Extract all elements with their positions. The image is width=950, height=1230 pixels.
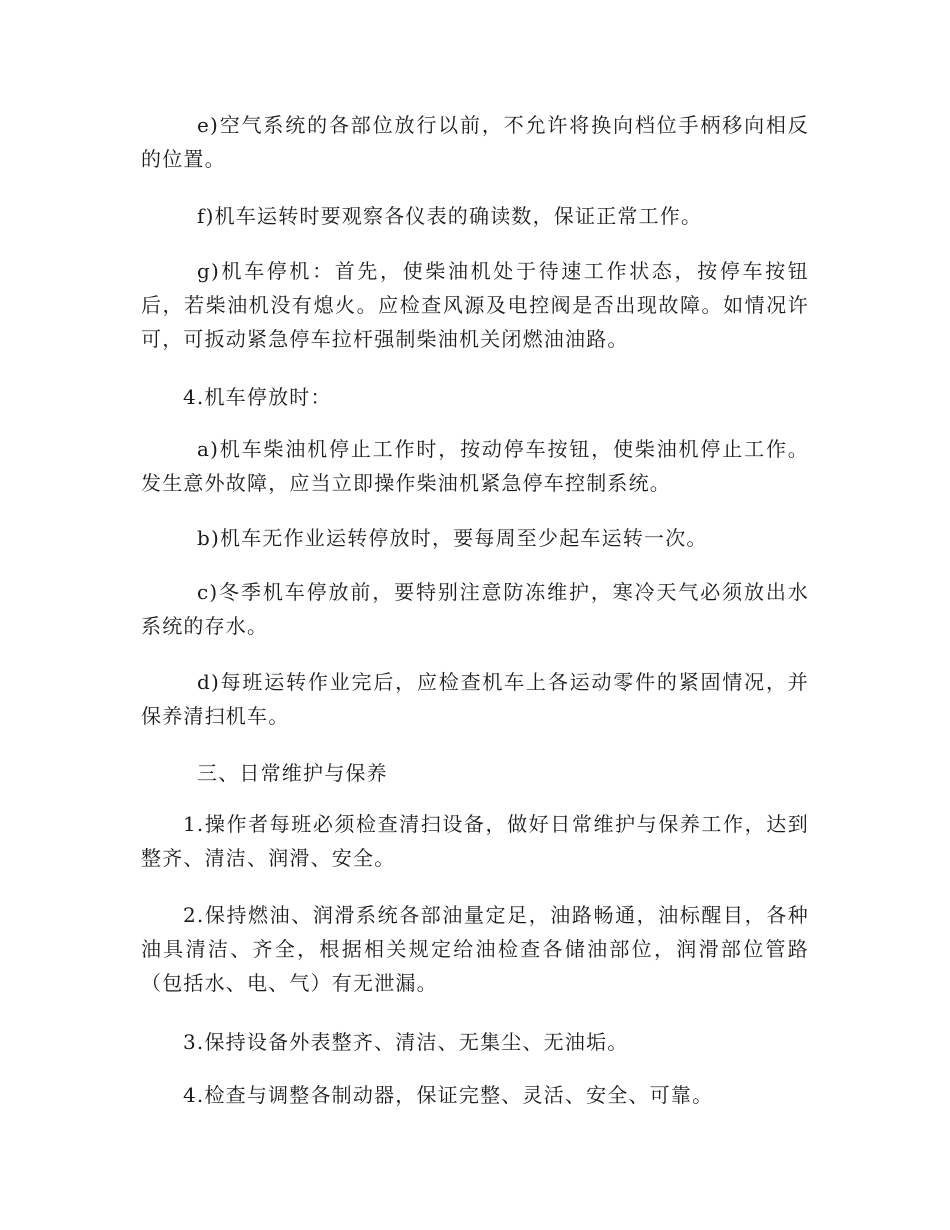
- paragraph-d: [141, 665, 809, 733]
- paragraph-c: [141, 575, 809, 643]
- paragraph-2: [141, 898, 809, 1000]
- paragraph-text: e)空气系统的各部位放行以前，不允许将换向档位手柄移向相反的位置。: [141, 113, 809, 171]
- paragraph-text: d)每班运转作业完后，应检查机车上各运动零件的紧固情况，并保养清扫机车。: [141, 670, 809, 728]
- paragraph-1: [141, 807, 809, 875]
- paragraph-text: 4.检查与调整各制动器，保证完整、灵活、安全、可靠。: [183, 1083, 714, 1107]
- section-heading-parking: [141, 380, 809, 414]
- paragraph-text: f)机车运转时要观察各仪表的确读数，保证正常工作。: [197, 204, 703, 228]
- section-heading-maintenance: [141, 756, 809, 790]
- paragraph-3: [141, 1025, 809, 1059]
- paragraph-a: [141, 432, 809, 500]
- paragraph-e: [141, 108, 809, 176]
- paragraph-text: 3.保持设备外表整齐、清洁、无集尘、无油垢。: [183, 1030, 629, 1054]
- heading-text: 4.机车停放时：: [183, 385, 332, 409]
- paragraph-4: [141, 1078, 809, 1112]
- paragraph-g: [141, 254, 809, 356]
- paragraph-text: g)机车停机：首先，使柴油机处于待速工作状态，按停车按钮后，若柴油机没有熄火。应检查风源及电控阀是否出现故障。如情况许可，可扳动紧急停车拉杆强制柴油机关闭燃油油路。: [141, 259, 809, 351]
- paragraph-f: [141, 199, 809, 233]
- heading-text: 三、日常维护与保养: [197, 761, 388, 785]
- paragraph-text: a)机车柴油机停止工作时，按动停车按钮，使柴油机停止工作。发生意外故障，应当立即操作柴油机紧急停车控制系统。: [141, 437, 809, 495]
- paragraph-b: [141, 521, 809, 555]
- paragraph-text: c)冬季机车停放前，要特别注意防冻维护，寒冷天气必须放出水系统的存水。: [141, 580, 809, 638]
- paragraph-text: b)机车无作业运转停放时，要每周至少起车运转一次。: [197, 526, 708, 550]
- paragraph-text: 1.操作者每班必须检查清扫设备，做好日常维护与保养工作，达到整齐、清洁、润滑、安全。: [141, 812, 809, 870]
- paragraph-text: 2.保持燃油、润滑系统各部油量定足，油路畅通，油标醒目，各种油具清洁、齐全，根据相关规定给油检查各储油部位，润滑部位管路（包括水、电、气）有无泄漏。: [141, 903, 809, 995]
